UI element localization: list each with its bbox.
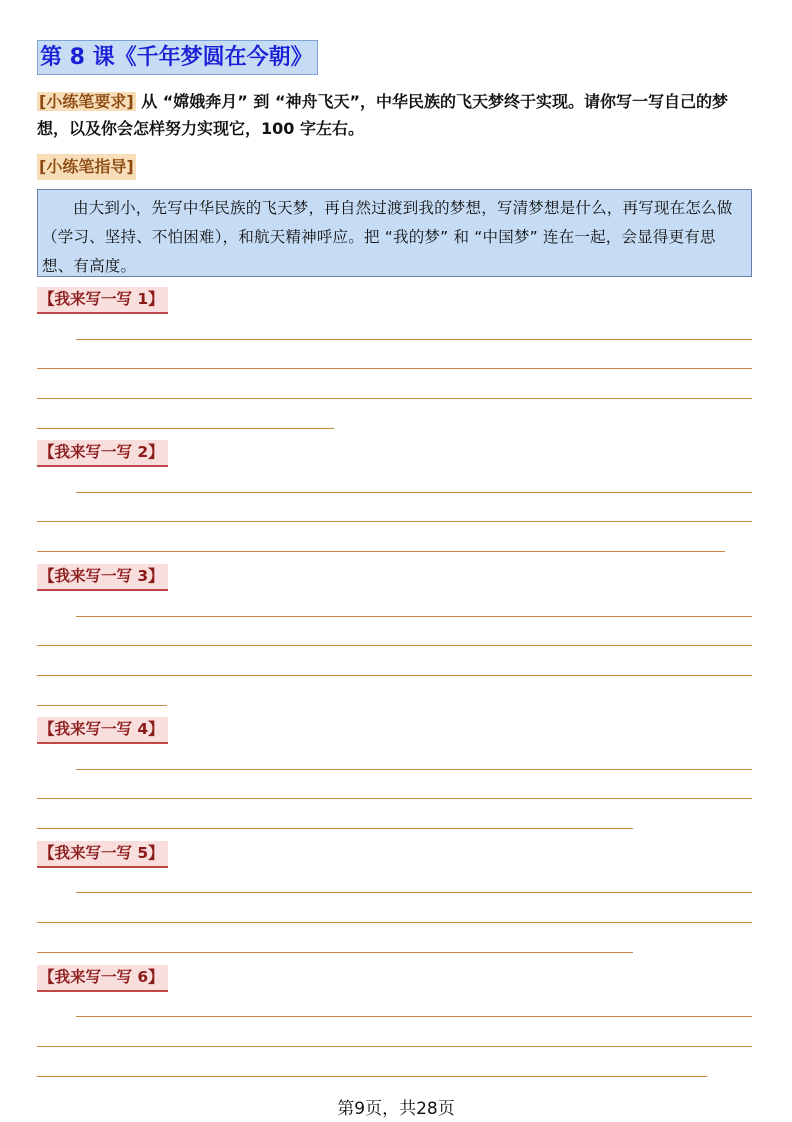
writing-line[interactable]	[76, 616, 752, 617]
writing-line[interactable]	[37, 645, 752, 646]
writing-line[interactable]	[37, 922, 752, 923]
writing-line[interactable]	[76, 892, 752, 893]
writing-line[interactable]	[37, 1046, 752, 1047]
writing-line[interactable]	[37, 675, 752, 676]
writing-line[interactable]	[76, 769, 752, 770]
requirement-text: 从 “嫦娥奔月” 到 “神舟飞天”，中华民族的飞天梦终于实现。请你写一写自己的梦想，以及你会怎样努力实现它，100 字左右。	[37, 92, 728, 138]
writing-line[interactable]	[76, 339, 752, 340]
writing-line[interactable]	[37, 521, 752, 522]
writing-line[interactable]	[37, 952, 633, 953]
writing-line[interactable]	[37, 551, 725, 552]
write-section-label-2: 【我来写一写 2】	[37, 440, 168, 467]
writing-line[interactable]	[37, 705, 167, 706]
write-section-label-4: 【我来写一写 4】	[37, 717, 168, 744]
requirement-tag: [小练笔要求]	[39, 92, 134, 111]
writing-line[interactable]	[37, 398, 752, 399]
writing-line[interactable]	[37, 828, 633, 829]
page-footer: 第9页，共28页	[337, 1099, 455, 1119]
write-section-label-1: 【我来写一写 1】	[37, 287, 168, 314]
write-section-label-3: 【我来写一写 3】	[37, 564, 168, 591]
writing-line[interactable]	[37, 368, 752, 369]
write-section-label-5: 【我来写一写 5】	[37, 841, 168, 868]
writing-line[interactable]	[76, 492, 752, 493]
requirement-paragraph	[37, 88, 755, 142]
guidance-box	[37, 189, 752, 277]
guidance-heading: [小练笔指导]	[37, 154, 136, 180]
lesson-title: 第 8 课《千年梦圆在今朝》	[37, 40, 318, 75]
writing-line[interactable]	[37, 1076, 707, 1077]
writing-line[interactable]	[37, 428, 334, 429]
writing-line[interactable]	[76, 1016, 752, 1017]
write-section-label-6: 【我来写一写 6】	[37, 965, 168, 992]
writing-line[interactable]	[37, 798, 752, 799]
guidance-text: 由大到小，先写中华民族的飞天梦，再自然过渡到我的梦想，写清梦想是什么，再写现在怎么做（学习、坚持、不怕困难），和航天精神呼应。把 “我的梦” 和 “中国梦” 连在一起，会显得更有思想、有高度。	[42, 199, 733, 275]
